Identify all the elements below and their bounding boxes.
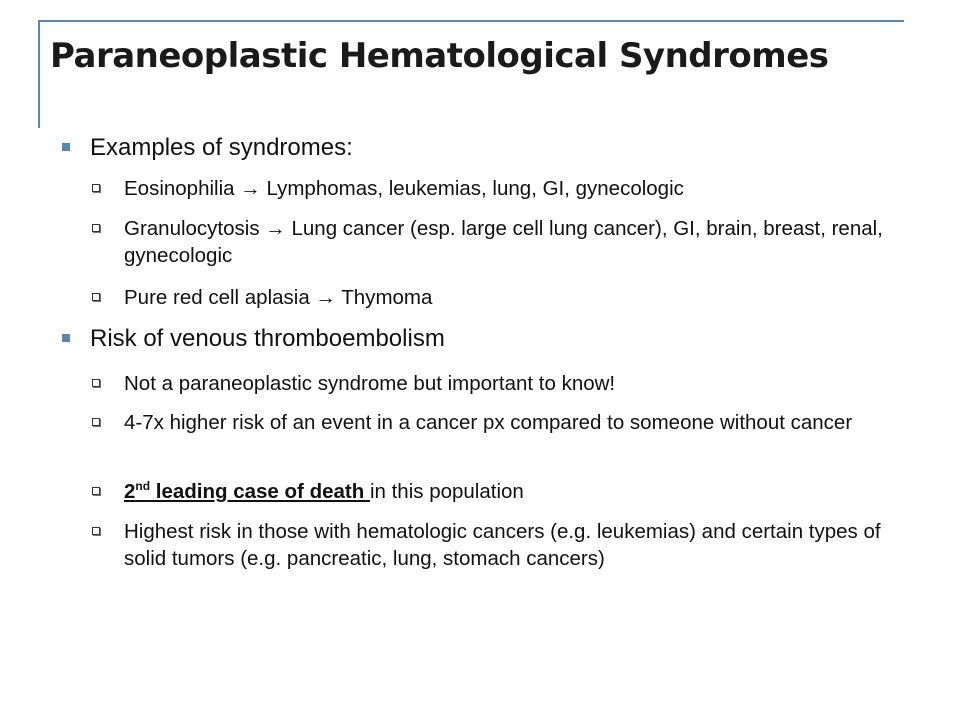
slide-title: Paraneoplastic Hematological Syndromes [50,36,829,76]
section-heading-text: Risk of venous thromboembolism [90,325,445,352]
square-bullet-icon [62,334,70,342]
list-item-eosinophilia [92,175,892,202]
highlight-text: 2nd leading case of death [124,479,370,503]
checkbox-bullet-icon [92,379,100,387]
item-detail: Lung cancer (esp. large cell lung cancer), GI, brain, breast, renal, gynecologic [124,217,883,267]
square-bullet-icon [62,143,70,151]
checkbox-bullet-icon [92,293,100,301]
list-item-higher-risk [92,409,892,436]
item-detail: Thymoma [335,286,433,309]
checkbox-bullet-icon [92,418,100,426]
item-term: Eosinophilia [124,177,235,200]
arrow-icon: → [240,177,261,200]
item-text: Highest risk in those with hematologic cancers (e.g. leukemias) and certain types of solid tumors (e.g. pancreatic, lung, stomach cancers) [124,520,881,570]
item-detail: Lymphomas, leukemias, lung, GI, gynecologic [260,177,684,200]
section-heading-text: Examples of syndromes: [90,134,353,161]
item-term: Granulocytosis [124,217,260,240]
list-item-second-leading-cause [92,478,892,505]
item-text: 4-7x higher risk of an event in a cancer px compared to someone without cancer [124,411,853,434]
checkbox-bullet-icon [92,527,100,535]
arrow-icon: → [315,286,336,309]
title-frame-left-rule [38,20,40,128]
arrow-icon: → [265,217,286,240]
item-term: Pure red cell aplasia [124,286,310,309]
list-item-granulocytosis [92,215,892,269]
title-frame-top-rule [38,20,904,22]
checkbox-bullet-icon [92,184,100,192]
item-rest: in this population [369,480,524,503]
checkbox-bullet-icon [92,224,100,232]
checkbox-bullet-icon [92,487,100,495]
list-item-not-paraneoplastic [92,370,892,397]
list-item-pure-red-cell-aplasia [92,284,892,311]
item-text: Not a paraneoplastic syndrome but important to know! [124,372,616,395]
list-item-highest-risk [92,518,892,572]
